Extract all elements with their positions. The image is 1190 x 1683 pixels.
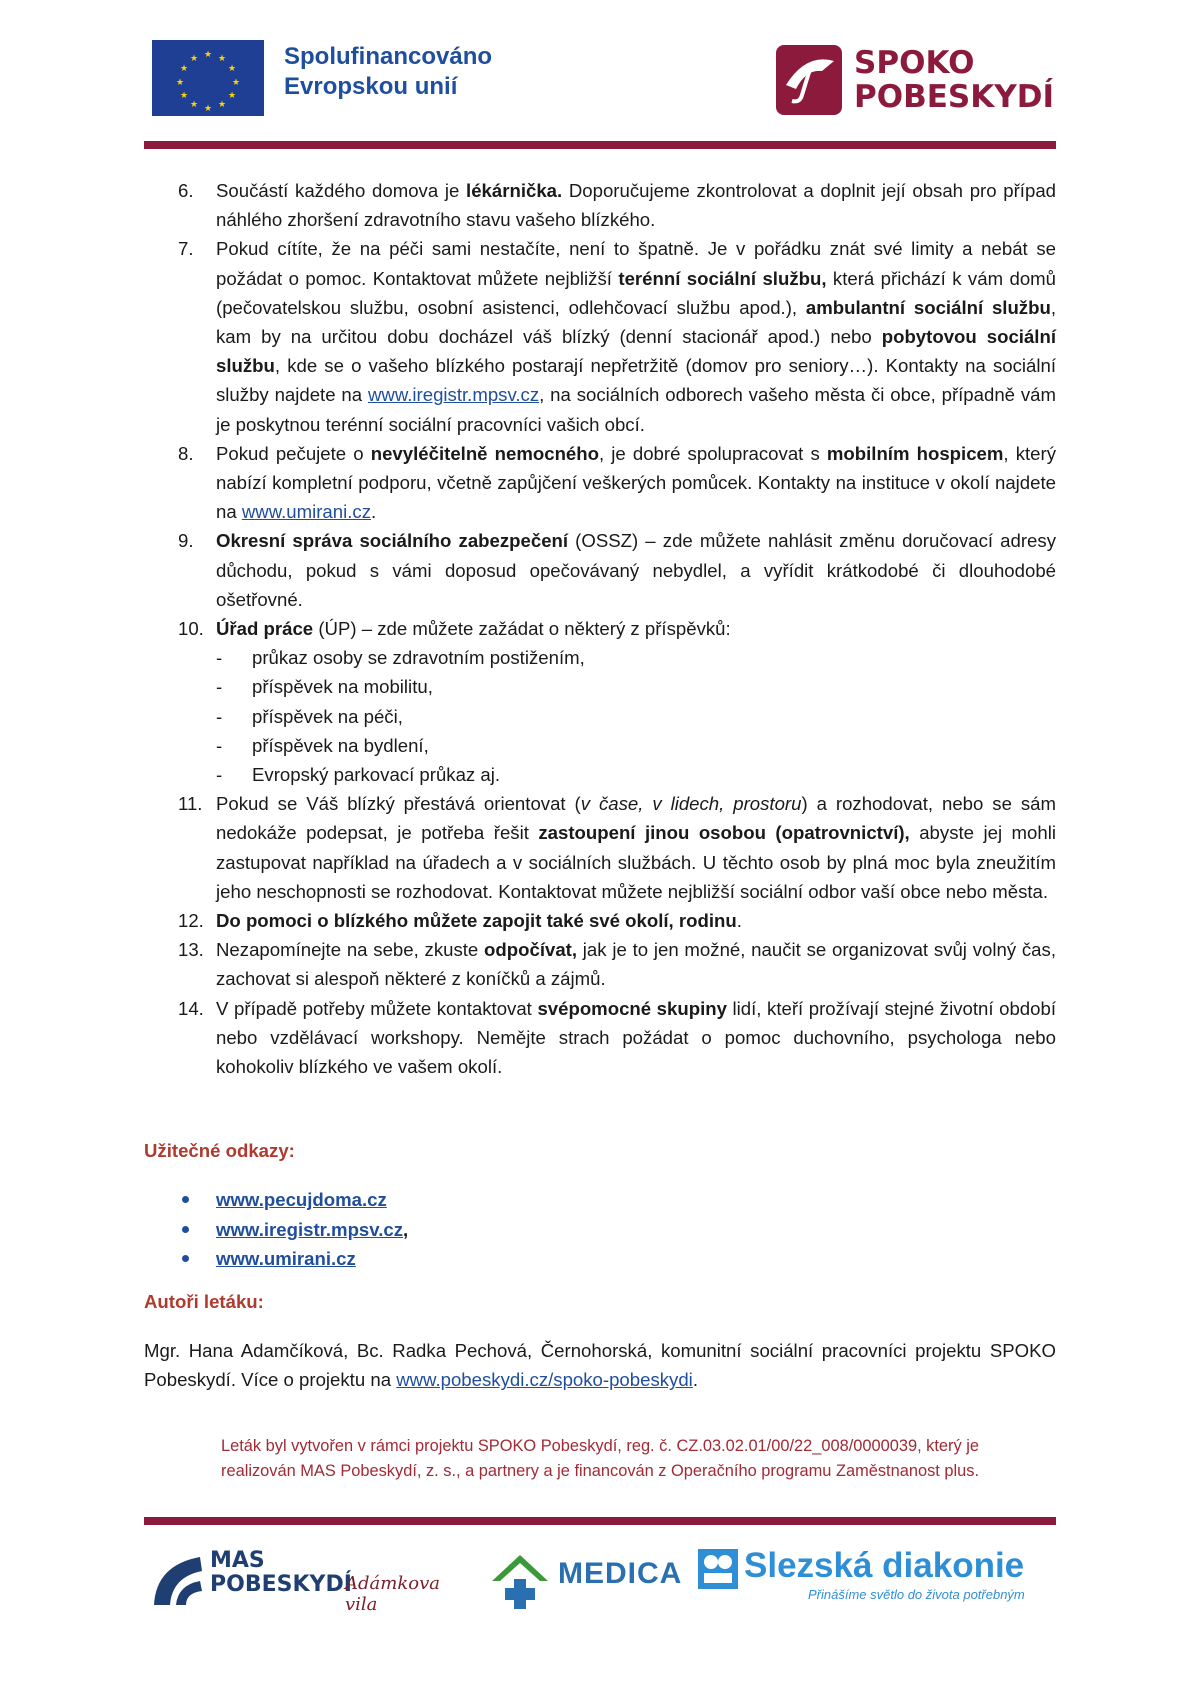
umirani-link[interactable]: www.umirani.cz xyxy=(241,501,372,523)
list-item: 6. Součástí každého domova je lékárnička. Doporučujeme zkontrolovat a doplnit její obsah pro případ náhlého zhoršení zdravotního stavu vašeho blízkého. xyxy=(178,180,1056,231)
mas-arc-icon xyxy=(150,1551,206,1607)
allowance-sublist xyxy=(216,643,1056,789)
eu-flag-icon xyxy=(152,40,264,116)
spoko-logo xyxy=(776,44,1054,116)
project-link[interactable]: www.pobeskydi.cz/spoko-pobeskydi xyxy=(396,1369,693,1391)
footer-divider xyxy=(144,1517,1056,1525)
svg-text:★: ★ xyxy=(189,100,199,110)
main-content xyxy=(144,176,1056,1081)
iregistr-link[interactable]: www.iregistr.mpsv.cz xyxy=(367,384,540,406)
medica-house-cross-icon xyxy=(488,1551,552,1611)
list-item: www.iregistr.mpsv.cz, xyxy=(144,1215,408,1245)
mas-pobeskydi-logo: MAS POBESKYDÍ xyxy=(150,1545,330,1625)
slezska-diakonie-logo: Slezská diakonie Přinášíme světlo do života potřebným xyxy=(698,1545,1058,1625)
medica-logo: MEDICA xyxy=(488,1545,678,1625)
umbrella-icon xyxy=(776,45,842,115)
eu-cofinancing-text: Spolufinancováno Evropskou unií xyxy=(284,43,493,100)
bullet-icon xyxy=(182,1226,189,1233)
funding-note: Leták byl vytvořen v rámci projektu SPOKO Pobeskydí, reg. č. CZ.03.02.01/00/22_008/0000039, který je realizován MAS Pobeskydí, z. s., a partnery a je financován z Operačního programu Zaměstnanost plus. xyxy=(220,1437,980,1480)
sublist-item: - příspěvek na mobilitu, xyxy=(216,676,433,698)
sublist-item: - příspěvek na bydlení, xyxy=(216,734,429,756)
useful-links-list xyxy=(144,1185,408,1274)
authors-text: Mgr. Hana Adamčíková, Bc. Radka Pechová, Černohorská, komunitní sociální pracovníci projektu SPOKO Pobeskydí. Více o projektu na www.pobeskydi.cz/spoko-pobeskydi. xyxy=(144,1340,1056,1391)
list-item: 11. Pokud se Váš blízký přestává orientovat (v čase, v lidech, prostoru) a rozhodovat, nebo se sám nedokáže podepsat, je potřeba řešit zastoupení jinou osobou (opatrovnictví), abyste jej mohli zastupovat například na úřadech a v sociálních službách. U těchto osob by plná moc byla zneužitím jeho neschopnosti se rozhodovat. Kontaktovat můžete nejbližší sociální odbor vaší obce nebo města. xyxy=(178,793,1056,902)
list-item: 8. Pokud pečujete o nevyléčitelně nemocného, je dobré spolupracovat s mobilním hospicem, který nabízí kompletní podporu, včetně zapůjčení veškerých pomůcek. Kontakty na instituce v okolí najdete na www.umirani.cz. xyxy=(178,442,1057,523)
svg-text:★: ★ xyxy=(217,100,227,110)
brand-line1: SPOKO xyxy=(854,45,975,81)
bullet-icon xyxy=(182,1196,189,1203)
brand-line2: POBESKYDÍ xyxy=(854,79,1054,115)
list-item: 9. Okresní správa sociálního zabezpečení (OSSZ) – zde můžete nahlásit změnu doručovací adresy důchodu, pokud s vámi doposud opečovávaný nebydlel, a vyřídit krátkodobé či dlouhodobé ošetřovné. xyxy=(178,530,1056,610)
sublist-item: - příspěvek na péči, xyxy=(216,705,403,727)
svg-text:★: ★ xyxy=(227,64,237,74)
svg-text:★: ★ xyxy=(203,104,213,114)
authors-title: Autoři letáku: xyxy=(144,1291,264,1312)
svg-text:★: ★ xyxy=(203,50,213,60)
list-item: 7. Pokud cítíte, že na péči sami nestačíte, není to špatně. Je v pořádku znát své limity a nebát se požádat o pomoc. Kontaktovat můžete nejbližší terénní sociální službu, která přichází k vám domů (pečovatelskou službu, osobní asistenci, odlehčovací službu apod.), ambulantní sociální službu, kam by na určitou dobu docházel váš blízký (denní stacionář apod.) nebo pobytovou sociální službu, kde se o vašeho blízkého postarají nepřetržitě (domov pro seniory…). Kontakty na sociální služby najdete na www.iregistr.mpsv.cz, na sociálních odborech vašeho města či obce, případně vám je poskytnou terénní sociální pracovníci vašich obcí. xyxy=(178,238,1057,435)
svg-text:★: ★ xyxy=(179,91,189,101)
header-divider xyxy=(144,141,1056,149)
list-item: 12. Do pomoci o blízkého můžete zapojit také své okolí, rodinu. xyxy=(178,910,742,932)
list-item: 14. V případě potřeby můžete kontaktovat svépomocné skupiny lidí, kteří prožívají stejné životní období nebo vzdělávací workshopy. Nemějte strach požádat o pomoc duchovního, psychologa nebo kohokoliv blízkého ve vašem okolí. xyxy=(178,997,1056,1078)
useful-links-title: Užitečné odkazy: xyxy=(144,1140,295,1161)
svg-text:★: ★ xyxy=(189,54,199,64)
sublist-item: - průkaz osoby se zdravotním postižením, xyxy=(216,647,585,669)
pecujdoma-link[interactable]: www.pecujdoma.cz xyxy=(216,1189,387,1210)
bullet-icon xyxy=(182,1255,189,1262)
list-item: 10. Úřad práce (ÚP) – zde můžete zažádat o některý z příspěvků: - průkaz osoby se zdravotním postižením, - příspěvek na mobilitu, - příspěvek na péči, - příspěvek na bydlení, - Evropský parkovací průkaz aj. xyxy=(144,614,1056,789)
svg-text:★: ★ xyxy=(175,78,185,88)
svg-text:★: ★ xyxy=(217,54,227,64)
svg-text:★: ★ xyxy=(227,91,237,101)
advice-list xyxy=(144,176,1056,1081)
list-item xyxy=(144,1244,408,1274)
list-item: 13. Nezapomínejte na sebe, zkuste odpočívat, jak je to jen možné, naučit se organizovat svůj volný čas, zachovat si alespoň některé z koníčků a zájmů. xyxy=(178,939,1056,990)
list-item xyxy=(144,1185,408,1215)
iregistr-link[interactable]: www.iregistr.mpsv.cz xyxy=(216,1218,404,1240)
svg-text:★: ★ xyxy=(231,78,241,88)
sublist-item: - Evropský parkovací průkaz aj. xyxy=(216,764,501,786)
diakonie-icon xyxy=(698,1549,738,1589)
partner-logos xyxy=(150,1545,1056,1635)
svg-text:★: ★ xyxy=(179,64,189,74)
page-header xyxy=(144,36,1054,146)
umirani-link[interactable]: www.umirani.cz xyxy=(216,1248,356,1269)
adamkova-vila-logo: Adámkova vila xyxy=(345,1573,440,1615)
